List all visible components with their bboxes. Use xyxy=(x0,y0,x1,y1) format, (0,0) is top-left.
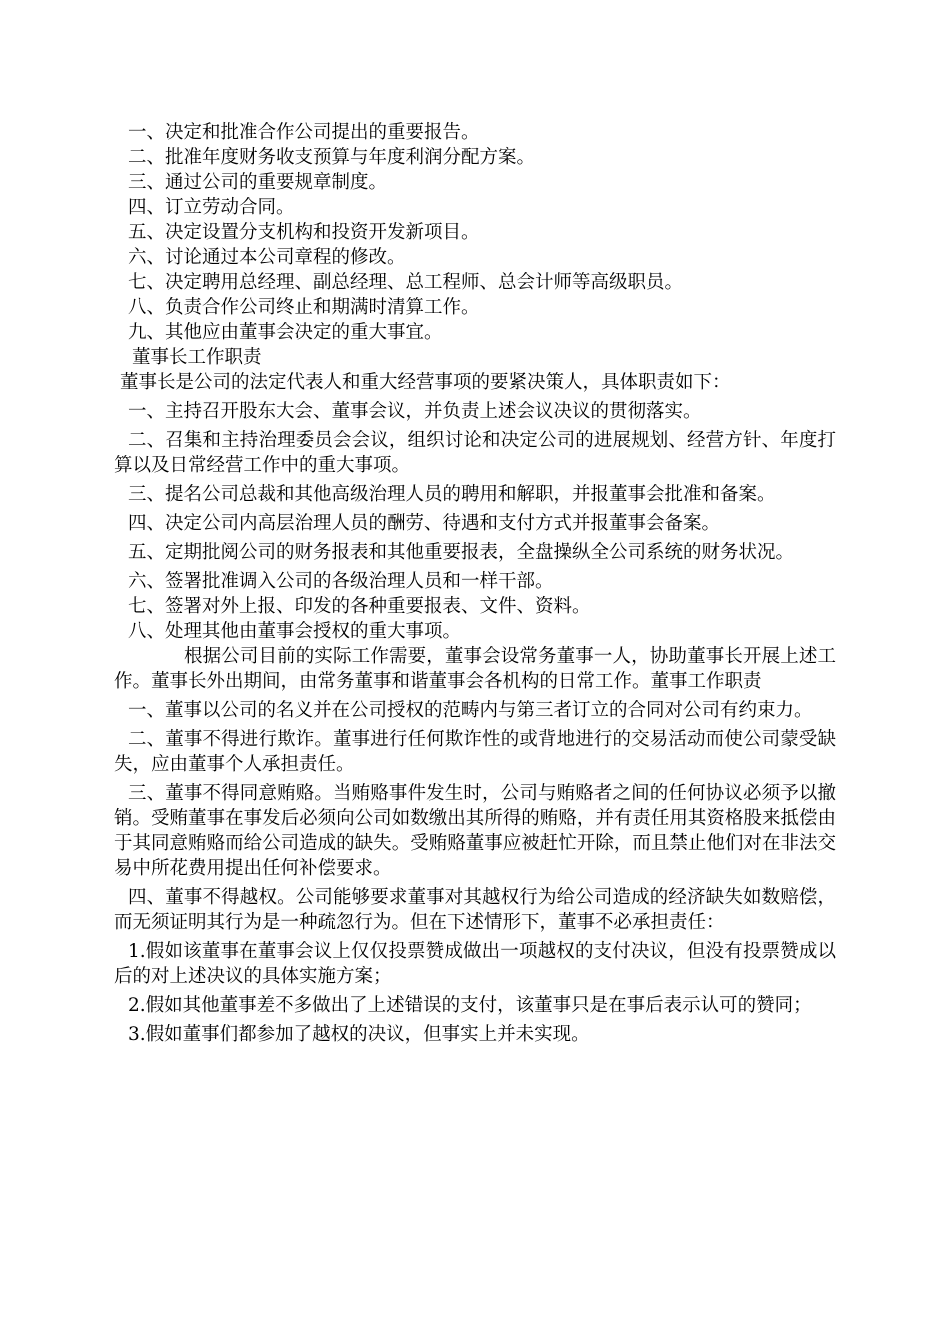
list-item: 2.假如其他董事差不多做出了上述错误的支付，该董事只是在事后表示认可的赞同； xyxy=(128,995,812,1016)
paragraph: 董事长是公司的法定代表人和重大经营事项的要紧决策人，具体职责如下： xyxy=(120,372,731,393)
list-item: 八、处理其他由董事会授权的重大事项。 xyxy=(128,621,462,642)
list-item: 1.假如该董事在董事会议上仅仅投票赞成做出一项越权的支付决议，但没有投票赞成以后的对上述决议的具体实施方案； xyxy=(114,941,836,987)
list-item: 一、主持召开股东大会、董事会议，并负责上述会议决议的贯彻落实。 xyxy=(128,401,702,422)
list-item: 五、决定设置分支机构和投资开发新项目。 xyxy=(128,222,480,243)
list-item: 三、提名公司总裁和其他高级治理人员的聘用和解职，并报董事会批准和备案。 xyxy=(128,484,776,505)
list-item: 四、决定公司内高层治理人员的酬劳、待遇和支付方式并报董事会备案。 xyxy=(128,513,721,534)
list-item: 二、召集和主持治理委员会会议，组织讨论和决定公司的进展规划、经营方针、年度打算以及日常经营工作中的重大事项。 xyxy=(114,430,836,476)
exceptions-list xyxy=(114,939,836,1047)
paragraph: 根据公司目前的实际工作需要，董事会设常务董事一人，协助董事长开展上述工作。董事长外出期间，由常务董事和谐董事会各机构的日常工作。董事工作职责 xyxy=(114,646,836,692)
list-item: 五、定期批阅公司的财务报表和其他重要报表，全盘操纵全公司系统的财务状况。 xyxy=(128,542,795,563)
list-item: 七、决定聘用总经理、副总经理、总工程师、总会计师等高级职员。 xyxy=(128,272,684,293)
list-item: 九、其他应由董事会决定的重大事宜。 xyxy=(128,322,443,343)
board-powers-list xyxy=(114,120,836,345)
list-item: 四、董事不得越权。公司能够要求董事对其越权行为给公司造成的经济缺失如数赔偿，而无须证明其行为是一种疏忽行为。但在下述情形下，董事不必承担责任： xyxy=(114,887,836,933)
list-item: 二、董事不得进行欺诈。董事进行任何欺诈性的或背地进行的交易活动而使公司蒙受缺失，应由董事个人承担责任。 xyxy=(114,729,836,775)
list-item: 四、订立劳动合同。 xyxy=(128,197,295,218)
section-heading: 董事长工作职责 xyxy=(132,347,262,368)
list-item: 三、董事不得同意贿赂。当贿赂事件发生时，公司与贿赂者之间的任何协议必须予以撤销。受贿董事在事发后必须向公司如数缴出其所得的贿赂，并有责任用其资格股来抵偿由于其同意贿赂而给公司造成的缺失。受贿赂董事应被赶忙开除，而且禁止他们对在非法交易中所花费用提出任何补偿要求。 xyxy=(114,783,836,879)
list-item: 六、讨论通过本公司章程的修改。 xyxy=(128,247,406,268)
list-item: 七、签署对外上报、印发的各种重要报表、文件、资料。 xyxy=(128,596,591,617)
list-item: 一、董事以公司的名义并在公司授权的范畴内与第三者订立的合同对公司有约束力。 xyxy=(128,700,813,721)
list-item: 六、签署批准调入公司的各级治理人员和一样干部。 xyxy=(128,571,554,592)
document-page xyxy=(114,120,836,1047)
list-item: 八、负责合作公司终止和期满时清算工作。 xyxy=(128,297,480,318)
list-item: 3.假如董事们都参加了越权的决议，但事实上并未实现。 xyxy=(128,1024,590,1045)
list-item: 一、决定和批准合作公司提出的重要报告。 xyxy=(128,122,480,143)
director-duties-list xyxy=(114,698,836,939)
chairman-duties-list xyxy=(114,399,836,644)
list-item: 二、批准年度财务收支预算与年度利润分配方案。 xyxy=(128,147,536,168)
list-item: 三、通过公司的重要规章制度。 xyxy=(128,172,388,193)
